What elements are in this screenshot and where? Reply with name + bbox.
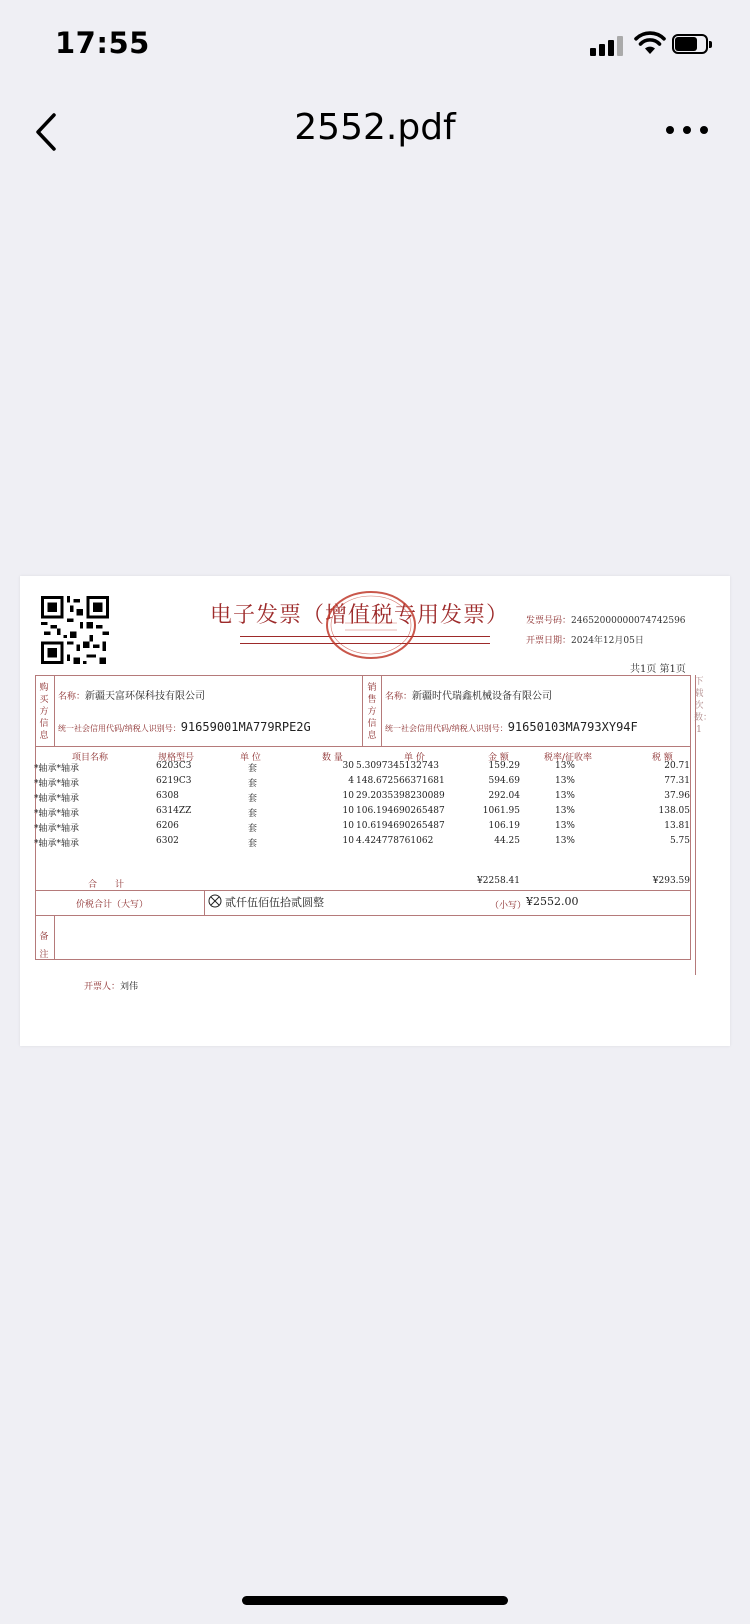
navigation-bar (0, 95, 750, 170)
status-time: 17:55 (55, 26, 150, 60)
item-amount: 1061.95 (482, 806, 520, 816)
item-tax: 77.31 (664, 776, 690, 786)
item-amount: 594.69 (488, 776, 520, 786)
item-tax: 37.96 (664, 791, 690, 801)
party-mid-divider (362, 675, 363, 746)
seller-tax-row (385, 720, 638, 734)
download-count-note: 下载次数：1 (694, 677, 713, 735)
item-qty: 4 (348, 776, 354, 786)
item-price: 4.424778761062 (356, 836, 434, 846)
invoice-number-value: 24652000000074742596 (571, 616, 686, 626)
item-qty: 10 (342, 806, 354, 816)
seller-name: 新疆时代瑞鑫机械设备有限公司 (412, 691, 553, 702)
seller-tax-label: 统一社会信用代码/纳税人识别号： (385, 724, 508, 733)
item-tax: 5.75 (669, 836, 690, 846)
buyer-name-row (58, 687, 205, 702)
cellular-signal-icon (590, 34, 626, 56)
col-header-tax: 税 额 (652, 753, 673, 763)
seller-section-label: 销售方信息 (367, 683, 377, 741)
item-unit: 套 (248, 824, 258, 834)
item-name: *轴承*轴承 (34, 794, 80, 804)
issuer-row (84, 979, 138, 992)
item-qty: 30 (342, 761, 354, 771)
qr-code-icon (41, 596, 109, 664)
issue-date-label: 开票日期： (526, 636, 572, 646)
item-rate: 13% (554, 806, 575, 816)
item-spec: 6314ZZ (156, 806, 192, 816)
col-header-unit: 单 位 (240, 753, 261, 763)
tax-seal-icon (325, 590, 417, 660)
col-header-rate: 税率/征收率 (544, 753, 593, 763)
item-qty: 10 (342, 836, 354, 846)
invoice-number-row (526, 613, 686, 626)
col-header-spec: 规格型号 (158, 753, 195, 763)
more-options-icon[interactable] (662, 115, 712, 145)
issuer-name: 刘伟 (120, 982, 139, 992)
total-amount: ¥2258.41 (477, 876, 520, 886)
grand-label-divider (204, 890, 205, 915)
issue-date-value: 2024年12月05日 (571, 636, 644, 646)
buyer-tax-id: 91659001MA779RPE2G (180, 720, 311, 734)
col-header-amount: 金 额 (488, 753, 509, 763)
buyer-name-label: 名称： (58, 692, 86, 702)
item-price: 106.194690265487 (356, 806, 445, 816)
item-qty: 10 (342, 821, 354, 831)
battery-icon (672, 34, 714, 56)
party-divider (35, 746, 691, 747)
item-unit: 套 (248, 794, 258, 804)
buyer-name: 新疆天富环保科技有限公司 (85, 691, 206, 702)
item-spec: 6203C3 (156, 761, 192, 771)
item-rate: 13% (554, 836, 575, 846)
circle-x-icon (208, 894, 222, 908)
item-name: *轴承*轴承 (34, 839, 80, 849)
buyer-tax-label: 统一社会信用代码/纳税人识别号： (58, 724, 181, 733)
item-name: *轴承*轴承 (34, 764, 80, 774)
col-header-price: 单 价 (404, 753, 425, 763)
status-bar (0, 0, 750, 90)
item-spec: 6219C3 (156, 776, 192, 786)
item-qty: 10 (342, 791, 354, 801)
invoice-title: 电子发票（增值税专用发票） (210, 603, 510, 628)
buyer-tax-row (58, 720, 311, 734)
grand-total-words: 贰仟伍佰伍拾贰圆整 (225, 896, 324, 909)
item-amount: 44.25 (494, 836, 520, 846)
item-amount: 292.04 (488, 791, 520, 801)
remarks-label-divider (54, 915, 55, 960)
item-name: *轴承*轴承 (34, 809, 80, 819)
seller-label-divider (381, 675, 382, 746)
item-rate: 13% (554, 791, 575, 801)
col-header-name: 项目名称 (72, 753, 109, 763)
item-spec: 6206 (156, 821, 179, 831)
home-indicator[interactable] (242, 1596, 508, 1605)
item-tax: 138.05 (658, 806, 690, 816)
item-rate: 13% (554, 776, 575, 786)
issue-date-row (526, 633, 644, 646)
item-tax: 13.81 (664, 821, 690, 831)
pdf-page[interactable] (20, 576, 730, 1046)
item-name: *轴承*轴承 (34, 824, 80, 834)
item-amount: 159.29 (488, 761, 520, 771)
page-count: 共1页 第1页 (630, 664, 686, 675)
total-label: 合 计 (88, 880, 125, 890)
item-rate: 13% (554, 821, 575, 831)
grand-total-label: 价税合计（大写） (76, 900, 149, 910)
item-spec: 6308 (156, 791, 179, 801)
total-divider (35, 890, 691, 891)
item-price: 29.2035398230089 (356, 791, 445, 801)
remarks-divider (35, 915, 691, 916)
item-name: *轴承*轴承 (34, 779, 80, 789)
seller-tax-id: 91650103MA793XY94F (507, 720, 638, 734)
item-price: 148.672566371681 (356, 776, 445, 786)
item-unit: 套 (248, 779, 258, 789)
buyer-label-divider (54, 675, 55, 746)
item-spec: 6302 (156, 836, 179, 846)
item-price: 5.3097345132743 (356, 761, 440, 771)
seller-name-row (385, 687, 552, 702)
item-tax: 20.71 (664, 761, 690, 771)
grand-total-amount: ¥2552.00 (526, 895, 579, 908)
remarks-label: 备注 (39, 932, 49, 960)
col-header-qty: 数 量 (322, 753, 343, 763)
item-price: 10.6194690265487 (356, 821, 445, 831)
item-unit: 套 (248, 764, 258, 774)
invoice-frame (35, 675, 691, 960)
wifi-icon (633, 30, 667, 56)
issuer-label: 开票人： (84, 982, 121, 992)
item-unit: 套 (248, 809, 258, 819)
seller-name-label: 名称： (385, 692, 413, 702)
document-title: 2552.pdf (294, 107, 456, 148)
invoice-number-label: 发票号码： (526, 616, 572, 626)
total-tax: ¥293.59 (652, 876, 690, 886)
item-rate: 13% (554, 761, 575, 771)
item-unit: 套 (248, 839, 258, 849)
grand-small-label: （小写） (490, 901, 527, 911)
buyer-section-label: 购买方信息 (39, 683, 49, 741)
item-amount: 106.19 (488, 821, 520, 831)
